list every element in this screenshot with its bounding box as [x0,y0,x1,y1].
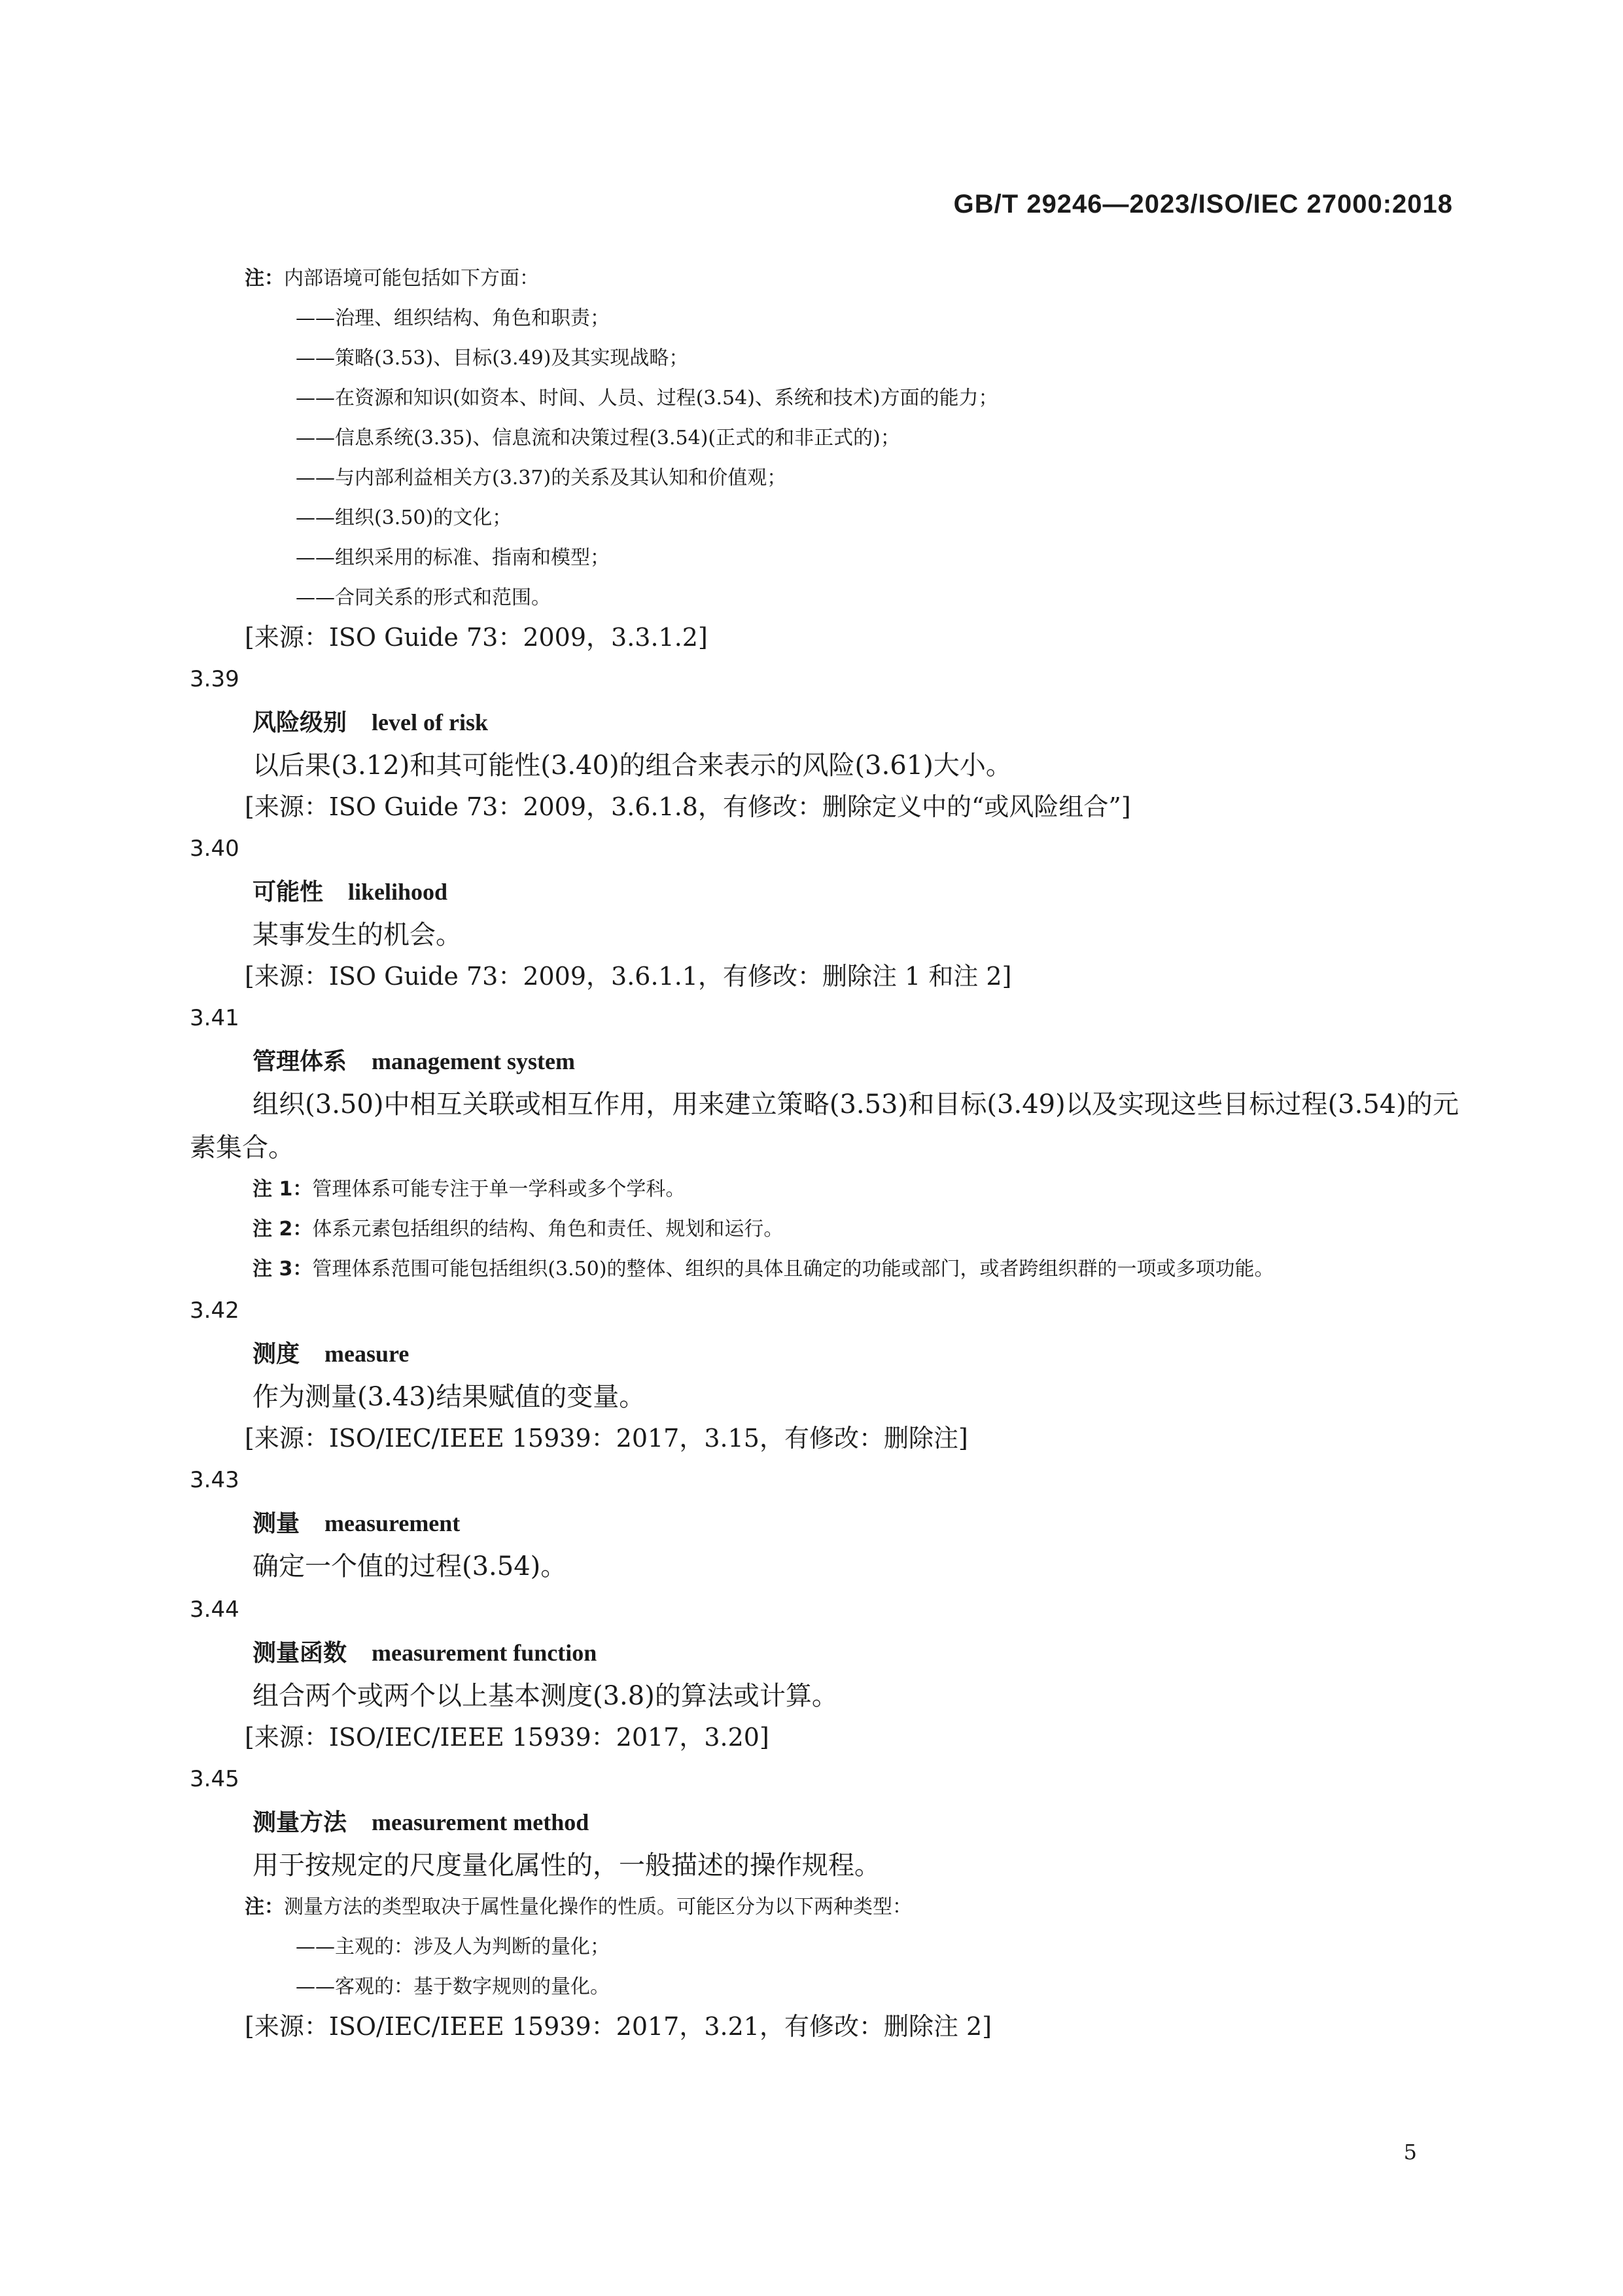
list-item: ——组织采用的标准、指南和模型； [296,546,610,569]
source-reference: [来源：ISO Guide 73：2009，3.3.1.2] [245,623,708,652]
source-reference: [来源：ISO Guide 73：2009，3.6.1.1，有修改：删除注 1 和注 2] [245,962,1012,991]
note-label: 注： [245,1896,284,1918]
note-text: 测量方法的类型取决于属性量化操作的性质。可能区分为以下两种类型： [284,1896,912,1918]
term-chinese: 测量函数 [253,1640,347,1667]
term-number: 3.39 [190,666,239,692]
source-reference: [来源：ISO/IEC/IEEE 15939：2017，3.15，有修改：删除注] [245,1424,968,1453]
page-number: 5 [1403,2140,1417,2164]
page-content [190,258,1459,2047]
term-number: 3.43 [190,1467,239,1493]
term-heading [190,1040,1459,1083]
term-heading [190,1801,1459,1844]
numbered-note [190,1169,1459,1209]
list-item: ——与内部利益相关方(3.37)的关系及其认知和价值观； [296,467,787,489]
term-english: measure [324,1341,410,1367]
note [190,258,1459,298]
term-chinese: 测量方法 [253,1809,347,1836]
note-label: 注： [245,267,284,290]
term-heading [190,1332,1459,1375]
term-heading [190,870,1459,913]
term-definition: 确定一个值的过程(3.54)。 [253,1551,567,1581]
note-text: 体系元素包括组织的结构、角色和责任、规划和运行。 [312,1218,784,1241]
term-definition: 用于按规定的尺度量化属性的，一般描述的操作规程。 [253,1850,881,1881]
term-heading [190,1502,1459,1545]
term-english: measurement [324,1510,461,1536]
term-chinese: 测度 [253,1341,300,1368]
list-item: ——策略(3.53)、目标(3.49)及其实现战略； [296,347,689,370]
note-text: 管理体系可能专注于单一学科或多个学科。 [312,1178,686,1201]
note-text: 管理体系范围可能包括组织(3.50)的整体、组织的具体且确定的功能或部门，或者跨组织群的一项或多项功能。 [312,1258,1274,1280]
source-reference: [来源：ISO Guide 73：2009，3.6.1.8，有修改：删除定义中的“或风险组合”] [245,792,1131,821]
term-chinese: 测量 [253,1510,300,1537]
numbered-note [190,1249,1459,1289]
term-english: level of risk [372,709,488,735]
list-item: ——信息系统(3.35)、信息流和决策过程(3.54)(正式的和非正式的)； [296,427,900,450]
note-label: 注 3： [253,1258,313,1280]
term-definition: 组织(3.50)中相互关联或相互作用，用来建立策略(3.53)和目标(3.49)以及实现这些目标过程(3.54)的元素集合。 [190,1089,1459,1163]
list-item: ——组织(3.50)的文化； [296,506,512,529]
document-header: GB/T 29246—2023/ISO/IEC 27000:2018 [953,190,1453,219]
list-item: ——治理、组织结构、角色和职责； [296,307,610,330]
source-reference: [来源：ISO/IEC/IEEE 15939：2017，3.21，有修改：删除注 2] [245,2012,992,2041]
list-item: ——合同关系的形式和范围。 [296,586,551,609]
note-label: 注 1： [253,1178,313,1201]
term-chinese: 风险级别 [253,709,347,736]
term-number: 3.44 [190,1597,239,1623]
term-number: 3.40 [190,836,239,862]
list-item: ——主观的：涉及人为判断的量化； [296,1935,610,1958]
term-definition: 作为测量(3.43)结果赋值的变量。 [253,1382,646,1412]
term-number: 3.41 [190,1005,239,1031]
term-definition: 某事发生的机会。 [253,920,462,950]
term-english: management system [372,1048,575,1074]
term-english: measurement function [372,1640,597,1666]
term-definition: 组合两个或两个以上基本测度(3.8)的算法或计算。 [253,1681,838,1711]
term-definition: 以后果(3.12)和其可能性(3.40)的组合来表示的风险(3.61)大小。 [253,751,1012,781]
source-reference: [来源：ISO/IEC/IEEE 15939：2017，3.20] [245,1723,769,1752]
term-chinese: 可能性 [253,879,324,906]
term-english: measurement method [372,1809,589,1835]
term-number: 3.45 [190,1766,239,1792]
term-number: 3.42 [190,1298,239,1324]
term-heading [190,1631,1459,1674]
note-label: 注 2： [253,1218,313,1241]
list-item: ——在资源和知识(如资本、时间、人员、过程(3.54)、系统和技术)方面的能力； [296,387,998,410]
term-english: likelihood [348,879,448,905]
term-chinese: 管理体系 [253,1048,347,1075]
term-heading [190,701,1459,744]
numbered-note [190,1209,1459,1249]
list-item: ——客观的：基于数字规则的量化。 [296,1975,610,1998]
note-text: 内部语境可能包括如下方面： [284,267,539,290]
note [190,1887,1459,1927]
